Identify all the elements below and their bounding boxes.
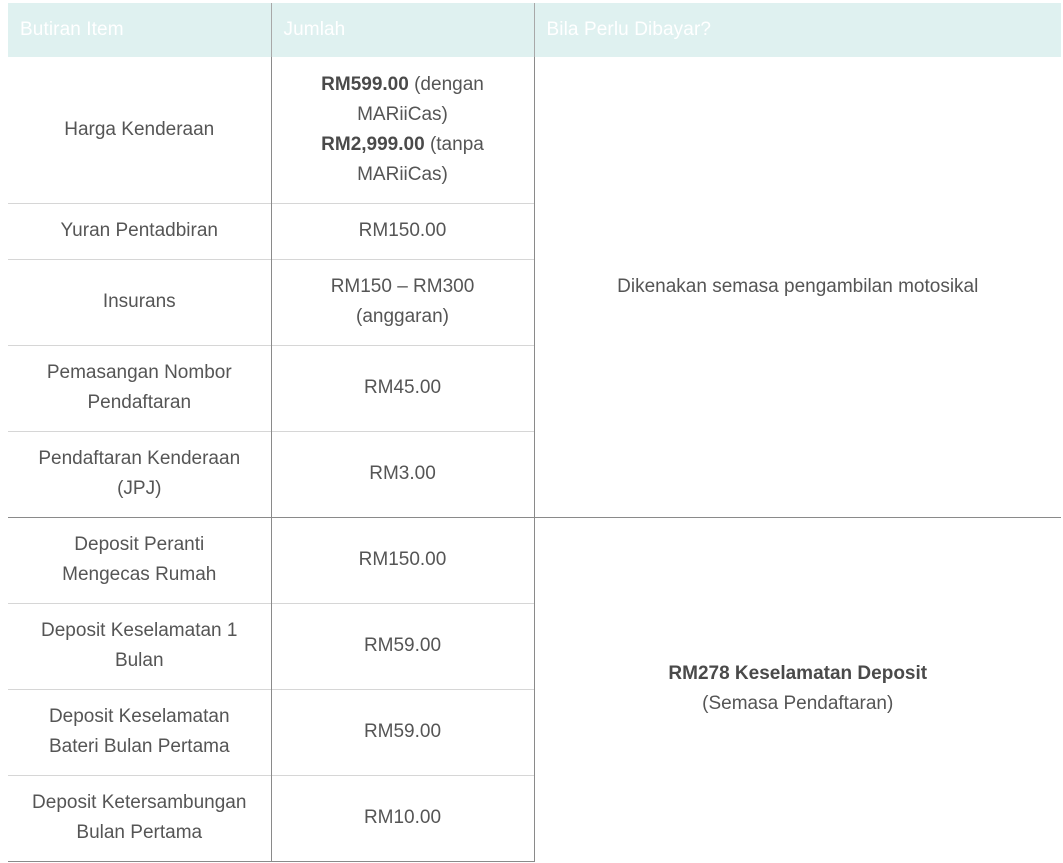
when-cell-deposit bbox=[534, 517, 1061, 861]
item-cell: Pendaftaran Kenderaan (JPJ) bbox=[8, 431, 271, 517]
amount-cell bbox=[271, 57, 534, 203]
item-cell: Harga Kenderaan bbox=[64, 118, 215, 140]
amount-cell: RM150.00 bbox=[271, 203, 534, 259]
amount-cell: RM150 – RM300 (anggaran) bbox=[271, 259, 534, 345]
amount-cell: RM59.00 bbox=[271, 603, 534, 689]
item-cell: Deposit Ketersambungan Bulan Pertama bbox=[8, 775, 271, 861]
when-cell-pickup: Dikenakan semasa pengambilan motosikal bbox=[534, 57, 1061, 517]
item-cell: Insurans bbox=[8, 259, 271, 345]
deposit-title: RM278 Keselamatan Deposit bbox=[668, 663, 928, 685]
deposit-note: (Semasa Pendaftaran) bbox=[702, 693, 894, 715]
amount-cell: RM59.00 bbox=[271, 689, 534, 775]
item-cell: Deposit Keselamatan 1 Bulan bbox=[8, 603, 271, 689]
fee-table bbox=[8, 3, 1061, 862]
item-cell: Deposit Peranti Mengecas Rumah bbox=[8, 517, 271, 603]
fee-table-container bbox=[8, 3, 1061, 862]
item-cell: Pemasangan Nombor Pendaftaran bbox=[8, 345, 271, 431]
table-header-row bbox=[8, 3, 1061, 57]
amount-note: (tanpa MARiiCas) bbox=[357, 133, 484, 185]
item-cell: Yuran Pentadbiran bbox=[8, 203, 271, 259]
amount-value: RM599.00 bbox=[321, 73, 409, 95]
amount-cell: RM45.00 bbox=[271, 345, 534, 431]
header-when: Bila Perlu Dibayar? bbox=[534, 3, 1061, 57]
header-item: Butiran Item bbox=[8, 3, 271, 57]
amount-cell: RM10.00 bbox=[271, 775, 534, 861]
item-cell: Deposit Keselamatan Bateri Bulan Pertama bbox=[8, 689, 271, 775]
table-row bbox=[8, 517, 1061, 603]
amount-value: RM2,999.00 bbox=[321, 133, 425, 155]
amount-line bbox=[302, 130, 504, 190]
amount-note: (dengan MARiiCas) bbox=[357, 73, 484, 125]
table-row bbox=[8, 57, 1061, 203]
amount-cell: RM150.00 bbox=[271, 517, 534, 603]
header-amount: Jumlah bbox=[271, 3, 534, 57]
amount-line bbox=[302, 70, 504, 130]
amount-cell: RM3.00 bbox=[271, 431, 534, 517]
